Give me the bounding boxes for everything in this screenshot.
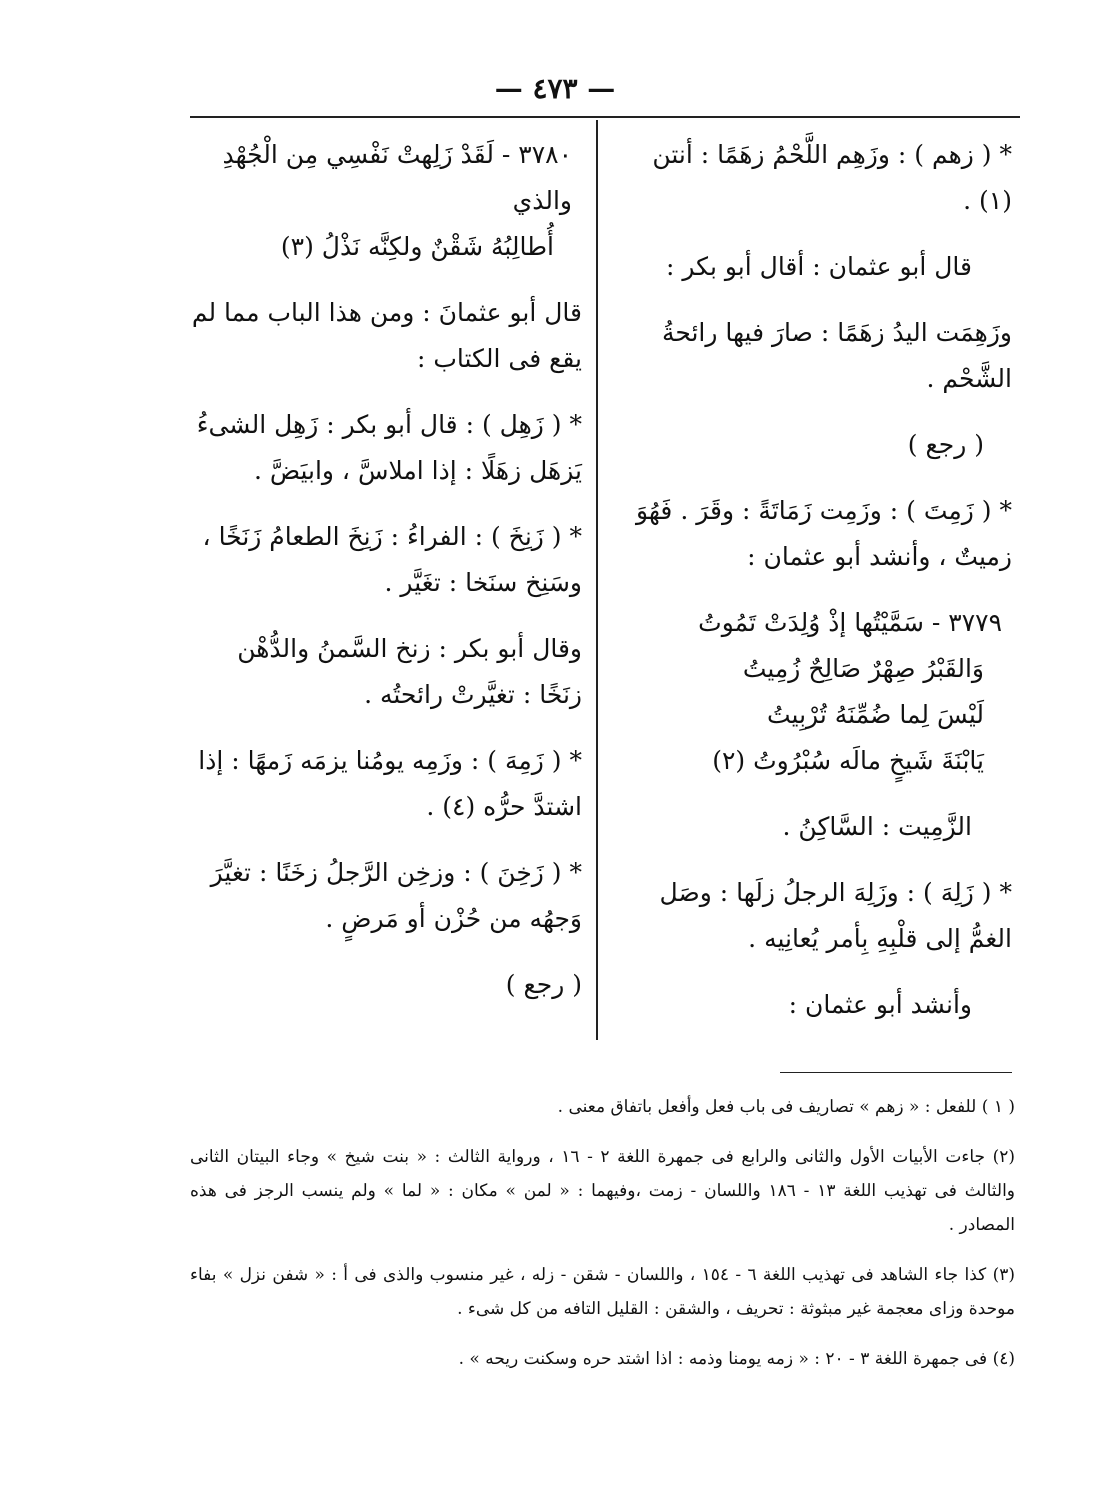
right-column (612, 132, 1012, 1048)
entry-zamit-definition: الزَّمِيت : السَّاكِنُ . (782, 812, 972, 841)
entry-zaliha: * ( زَلِهَ ) : وزَلِهَ الرجلُ زلَها : وصَل الغمُّ إلى قلْبِهِ بِأمر يُعانِيه . (659, 878, 1012, 953)
column-divider (596, 120, 598, 1040)
verse-3780-line-2: أُطالِبُهُ شَقْنٌ ولكِنَّه نَذْلُ (٣) (280, 232, 554, 261)
entry-zahil: * ( زَهِل ) : قال أبو بكر : زَهِل الشىءُ يَزهَل زهَلًا : إذا املاسَّ ، وابيَضَّ . (196, 410, 582, 485)
entry-abu-bakr-zanakh: وقال أبو بكر : زنخ السَّمنُ والدُّهْن زنَخًا : تغيَّرتْ رائحتُه . (237, 634, 582, 709)
footnote-3: (٣) كذا جاء الشاهد فى تهذيب اللغة ٦ - ١٥٤ ، واللسان - شقن - زله ، غير منسوب والذى فى أ : « شفن نزل » بفاء موحدة وزاى معجمة غير مبثوثة : تحريف ، والشقن : القليل التافه من كل شىء . (190, 1265, 1015, 1319)
entry-zahim: * ( زهم ) : وزَهِم اللَّحْمُ زهَمًا : أنتن (١) . (652, 140, 1012, 215)
footnotes (190, 1090, 1015, 1392)
entry-zamita: * ( زَمِتَ ) : وزَمِت زَمَاتَةً : وقَرَ . فَهُوَ زميتٌ ، وأنشد أبو عثمان : (635, 496, 1012, 571)
entry-zamiha: * ( زَمِهَ ) : وزَمِه يومُنا يزمَه زَمهًا : إذا اشتدَّ حرُّه (٤) . (198, 746, 582, 821)
entry-abu-uthman-chapter: قال أبو عثمانَ : ومن هذا الباب مما لم يقع فى الكتاب : (191, 298, 582, 373)
entry-zanikha: * ( زَنِخَ ) : الفراءُ : زَنِخَ الطعامُ زَنَخًا ، وسَنِخ سنَخا : تغَيَّر . (202, 522, 582, 597)
verse-3779-line-4: يَابْنَةَ شَيخٍ مالَه سُبْرُوتُ (٢) (712, 746, 984, 775)
entry-zakhina: * ( زَخِنَ ) : وزخِن الرَّجلُ زخَنًا : تغيَّرَ وَجهُه من حُزْن أو مَرضٍ . (210, 858, 582, 933)
left-column (190, 132, 582, 1028)
verse-3780-line-1: ٣٧٨٠ - لَقَدْ زَلِهتْ نَفْسِي مِن الْجُهْدِ والذي (222, 140, 572, 215)
header-rule (190, 116, 1020, 118)
verse-3779-line-2: وَالقَبْرُ صِهْرٌ صَالِحٌ زُمِيتُ (742, 654, 984, 683)
verse-3779-line-1: ٣٧٧٩ - سَمَّيْتُها إذْ وُلِدَتْ تَمُوتُ (698, 608, 1002, 637)
footnote-2: (٢) جاءت الأبيات الأول والثانى والرابع فى جمهرة اللغة ٢ - ١٦ ، ورواية الثالث : « بنت شيخ » وجاء البيتان الثانى والثالث فى تهذيب اللغة ١٣ - ١٨٦ واللسان - زمت ،وفيهما : « لمن » مكان : « لما » ولم ينسب الرجز فى هذه المصادر . (190, 1147, 1015, 1235)
entry-abu-uthman-line: قال أبو عثمان : أقال أبو بكر : (666, 252, 972, 281)
footnote-rule (780, 1072, 1012, 1073)
entry-zahimat: وزَهِمَت اليدُ زهَمًا : صارَ فيها رائحةُ الشَّحْم . (661, 318, 1012, 393)
footnote-1: ( ١ ) للفعل : « زهم » تصاريف فى باب فعل وأفعل باتفاق معنى . (557, 1097, 1015, 1117)
verse-3779-line-3: لَيْسَ لِما ضُمِّنَهُ تُرْبِيتُ (767, 700, 984, 729)
page-number: — ٤٧٣ — (494, 72, 616, 105)
footnote-4: (٤) فى جمهرة اللغة ٣ - ٢٠ : « زمه يومنا وذمه : اذا اشتد حره وسكنت ريحه » . (458, 1349, 1015, 1369)
section-return-marker: ( رجع ) (907, 430, 984, 459)
section-return-marker-left: ( رجع ) (505, 970, 582, 999)
entry-ansha-abu-uthman: وأنشد أبو عثمان : (788, 990, 972, 1019)
